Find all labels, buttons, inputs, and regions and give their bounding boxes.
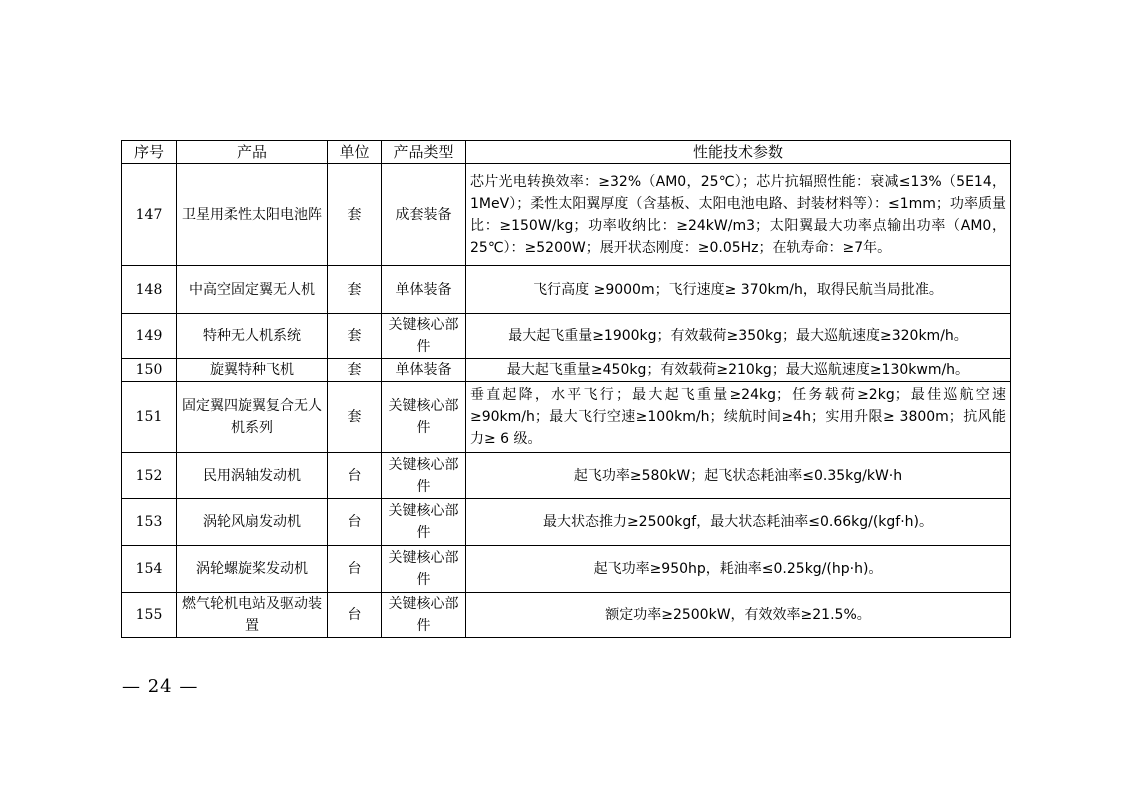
header-product: 产品 xyxy=(177,141,328,164)
row-type: 关键核心部件 xyxy=(382,314,466,359)
row-type: 成套装备 xyxy=(382,164,466,266)
row-type: 关键核心部件 xyxy=(382,593,466,638)
row-unit: 套 xyxy=(328,164,382,266)
table-row xyxy=(122,266,1011,314)
row-product: 涡轮螺旋桨发动机 xyxy=(177,546,328,593)
row-unit: 台 xyxy=(328,593,382,638)
table-row xyxy=(122,382,1011,453)
product-spec-table xyxy=(121,140,1011,638)
row-type: 关键核心部件 xyxy=(382,382,466,453)
row-unit: 台 xyxy=(328,453,382,499)
table-row xyxy=(122,499,1011,546)
table-row xyxy=(122,453,1011,499)
row-type: 单体装备 xyxy=(382,359,466,382)
row-seq: 153 xyxy=(122,499,177,546)
row-unit: 套 xyxy=(328,266,382,314)
row-seq: 155 xyxy=(122,593,177,638)
row-seq: 149 xyxy=(122,314,177,359)
table-row xyxy=(122,164,1011,266)
row-product: 民用涡轴发动机 xyxy=(177,453,328,499)
row-seq: 150 xyxy=(122,359,177,382)
table-row xyxy=(122,314,1011,359)
row-product: 卫星用柔性太阳电池阵 xyxy=(177,164,328,266)
header-params: 性能技术参数 xyxy=(466,141,1011,164)
row-params: 芯片光电转换效率：≥32%（AM0，25℃）；芯片抗辐照性能：衰减≤13%（5E14，1MeV）；柔性太阳翼厚度（含基板、太阳电池电路、封装材料等）：≤1mm；功率质量比：≥150W/kg；功率收纳比：≥24kW/m3；太阳翼最大功率点输出功率（AM0，25℃）：≥5200W；展开状态刚度：≥0.05Hz；在轨寿命：≥7年。 xyxy=(466,164,1011,266)
row-type: 单体装备 xyxy=(382,266,466,314)
row-product: 中高空固定翼无人机 xyxy=(177,266,328,314)
row-type: 关键核心部件 xyxy=(382,499,466,546)
row-params: 最大状态推力≥2500kgf，最大状态耗油率≤0.66kg/(kgf·h)。 xyxy=(466,499,1011,546)
table-row xyxy=(122,359,1011,382)
row-product: 特种无人机系统 xyxy=(177,314,328,359)
row-params: 额定功率≥2500kW，有效效率≥21.5%。 xyxy=(466,593,1011,638)
row-params: 最大起飞重量≥450kg；有效载荷≥210kg；最大巡航速度≥130kwm/h。 xyxy=(466,359,1011,382)
row-seq: 152 xyxy=(122,453,177,499)
row-product: 涡轮风扇发动机 xyxy=(177,499,328,546)
table-row xyxy=(122,593,1011,638)
row-product: 旋翼特种飞机 xyxy=(177,359,328,382)
row-unit: 套 xyxy=(328,314,382,359)
row-seq: 154 xyxy=(122,546,177,593)
row-seq: 151 xyxy=(122,382,177,453)
row-params: 最大起飞重量≥1900kg；有效载荷≥350kg；最大巡航速度≥320km/h。 xyxy=(466,314,1011,359)
row-unit: 套 xyxy=(328,382,382,453)
row-params: 飞行高度 ≥9000m；飞行速度≥ 370km/h，取得民航当局批准。 xyxy=(466,266,1011,314)
header-unit: 单位 xyxy=(328,141,382,164)
row-unit: 台 xyxy=(328,499,382,546)
row-params: 起飞功率≥950hp，耗油率≤0.25kg/(hp·h)。 xyxy=(466,546,1011,593)
header-seq: 序号 xyxy=(122,141,177,164)
row-product: 固定翼四旋翼复合无人机系列 xyxy=(177,382,328,453)
row-params: 垂直起降，水平飞行；最大起飞重量≥24kg；任务载荷≥2kg；最佳巡航空速≥90km/h；最大飞行空速≥100km/h；续航时间≥4h；实用升限≥ 3800m；抗风能力≥ 6 级。 xyxy=(466,382,1011,453)
row-product: 燃气轮机电站及驱动装置 xyxy=(177,593,328,638)
row-type: 关键核心部件 xyxy=(382,453,466,499)
table-row xyxy=(122,546,1011,593)
row-seq: 147 xyxy=(122,164,177,266)
row-unit: 套 xyxy=(328,359,382,382)
row-unit: 台 xyxy=(328,546,382,593)
page-number: — 24 — xyxy=(122,676,199,697)
header-type: 产品类型 xyxy=(382,141,466,164)
table-header-row xyxy=(122,141,1011,164)
row-params: 起飞功率≥580kW；起飞状态耗油率≤0.35kg/kW·h xyxy=(466,453,1011,499)
row-seq: 148 xyxy=(122,266,177,314)
row-type: 关键核心部件 xyxy=(382,546,466,593)
